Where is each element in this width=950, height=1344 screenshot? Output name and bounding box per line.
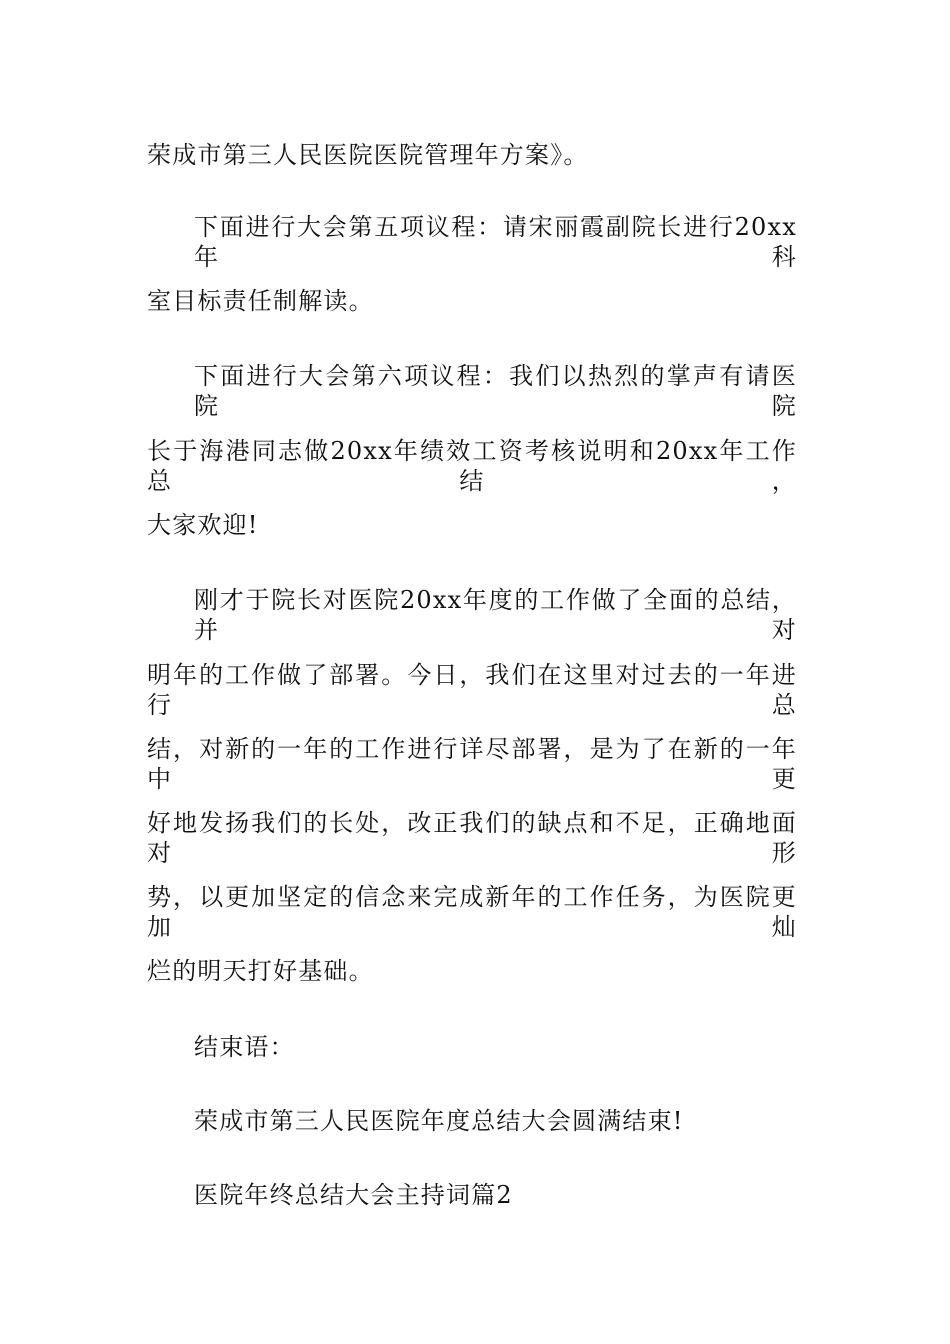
text-line: 室目标责任制解读。 — [147, 287, 374, 315]
text-line: 刚才于院长对医院20xx年度的工作做了全面的总结，并对 — [194, 586, 797, 644]
text-line: 明年的工作做了部署。今日，我们在这里对过去的一年进行总 — [147, 661, 797, 719]
text-line: 长于海港同志做20xx年绩效工资考核说明和20xx年工作总结， — [147, 437, 797, 495]
text-line: 下面进行大会第六项议程：我们以热烈的掌声有请医院院 — [194, 362, 797, 420]
text-line: 好地发扬我们的长处，改正我们的缺点和不足，正确地面对形 — [147, 809, 797, 867]
text-line: 大家欢迎! — [147, 511, 259, 539]
section-title: 医院年终总结大会主持词篇2 — [194, 1181, 513, 1209]
text-line: 荣成市第三人民医院医院管理年方案》。 — [147, 141, 589, 169]
text-line: 势，以更加坚定的信念来完成新年的工作任务，为医院更加灿 — [147, 883, 797, 941]
text-line: 结，对新的一年的工作进行详尽部署，是为了在新的一年中更 — [147, 735, 797, 793]
section-heading: 结束语： — [194, 1033, 295, 1061]
text-line: 下面进行大会第五项议程：请宋丽霞副院长进行20xx年科 — [194, 213, 797, 271]
text-line: 烂的明天打好基础。 — [147, 957, 374, 985]
text-line: 荣成市第三人民医院年度总结大会圆满结束! — [194, 1107, 684, 1135]
